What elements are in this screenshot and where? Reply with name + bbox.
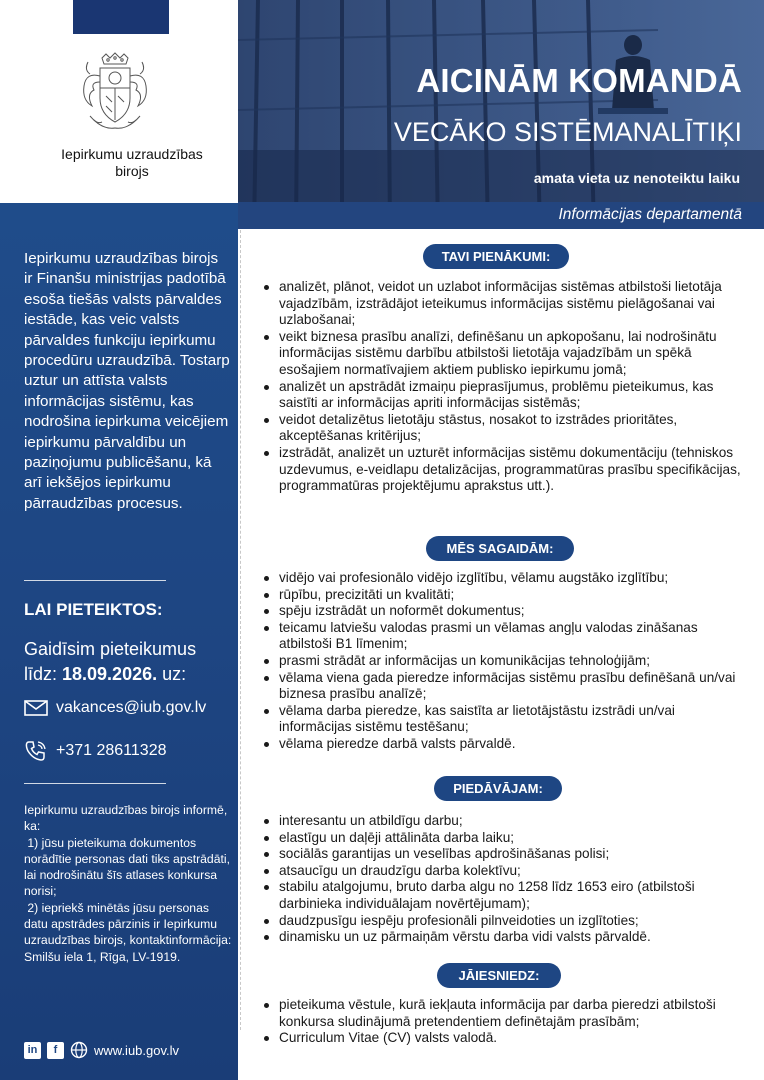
hero-title: AICINĀM KOMANDĀ [416,62,742,99]
offer-list-item: atsaucīgu un draudzīgu darba kolektīvu; [262,863,748,880]
social-links [24,1041,179,1059]
flag-strip [73,0,169,34]
globe-icon[interactable] [70,1041,88,1059]
duties-list-item: veidot detalizētus lietotāju stāstus, nosakot to izstrādes prioritātes, akceptēšanas kritērijus; [262,412,748,445]
organization-name-line1: Iepirkumu uzraudzības [61,146,203,162]
expect-list-item: prasmi strādāt ar informācijas un komunikācijas tehnoloģijām; [262,653,748,670]
department-bar [238,202,764,229]
offer-list-item: stabilu atalgojumu, bruto darba algu no 1258 līdz 1653 eiro (atbilstoši darbinieka individuālajam novērtējumam); [262,879,748,912]
duties-list-item: analizēt un apstrādāt izmaiņu pieprasījumus, problēmu pieteikumus, kas saistīti ar informācijas apriti informācijas sistēmās; [262,379,748,412]
organization-intro: Iepirkumu uzraudzības birojs ir Finanšu ministrijas padotībā esoša tiešās valsts pārvaldes iestāde, kas veic valsts pārvaldes funkciju iepirkumu procedūru uzraudzībā. Tostarp uztur un attīsta valsts informācijas sistēmu, kas nodrošina iepirkuma veicējiem iepirkumu pārvaldību un paziņojumu publicēšanu, kā arī iekšējos iepirkumu pārraudzības procesus. [24,250,230,512]
column-divider [240,230,241,1030]
expect-list-item: vēlama darba pieredze, kas saistīta ar lietotājstāstu izstrādi un/vai informācijas sistēmu testēšanu; [262,703,748,736]
submit-heading: JĀIESNIEDZ: [437,963,561,988]
deadline-suffix: uz: [157,664,187,684]
submit-list [262,997,748,1047]
phone-contact[interactable] [24,739,166,763]
deadline-prefix: Gaidīsim pieteikumus līdz: [24,639,197,684]
expect-list-item: vēlama pieredze darbā valsts pārvaldē. [262,736,748,753]
email-contact[interactable] [24,699,206,717]
privacy-notice-address: Smilšu iela 1, Rīga, LV-1919. [24,949,181,964]
duties-heading: TAVI PIENĀKUMI: [423,244,569,269]
divider [24,783,166,784]
coat-of-arms-icon [72,50,158,136]
linkedin-icon[interactable]: in [24,1042,41,1059]
header-banner [238,0,764,229]
apply-title: LAI PIETEIKTOS: [24,600,163,619]
department-label: Informācijas departamentā [558,206,742,223]
organization-name [0,146,264,180]
envelope-icon [24,700,48,716]
privacy-notice-title: Iepirkumu uzraudzības birojs informē, ka: [24,803,231,834]
logo-area [0,0,238,203]
expect-list-item: spēju izstrādāt un noformēt dokumentus; [262,603,748,620]
offer-heading: PIEDĀVĀJAM: [434,776,562,801]
duties-list-item: veikt biznesa prasību analīzi, definēšanu un apkopošanu, lai nodrošinātu informācijas sistēmu darbību atbilstoši lietotāja vajadzībām un spēkā esošajiem normatīvajiem aktiem publisko iepirkumu jomā; [262,329,748,379]
privacy-notice-item-1: 1) jūsu pieteikuma dokumentos norādītie personas dati tiks apstrādāti, lai nodrošinātu šīs atlases konkursa norisi; [24,835,234,899]
email-link[interactable]: vakances@iub.gov.lv [56,699,207,716]
offer-list-item: interesantu un atbildīgu darbu; [262,813,748,830]
expect-list-item: vēlama viena gada pieredze informācijas sistēmu prasību definēšanā un/vai biznesa prasību analīzē; [262,670,748,703]
expect-list-item: teicamu latviešu valodas prasmi un vēlamas angļu valodas zināšanas atbilstoši B1 līmenim; [262,620,748,653]
deadline-date: 18.09.2026. [62,664,158,684]
offer-list [262,813,748,946]
offer-list-item: dinamisku un uz pārmaiņām vērstu darba vidi valsts pārvaldē. [262,929,748,946]
sidebar [0,203,238,1080]
duties-list [262,279,748,495]
expect-list [262,570,748,753]
offer-list-item: elastīgu un daļēji attālināta darba laiku; [262,830,748,847]
website-link[interactable]: www.iub.gov.lv [94,1042,180,1058]
offer-list-item: sociālās garantijas un veselības apdrošināšanas polisi; [262,846,748,863]
divider [24,580,166,581]
position-title: VECĀKO SISTĒMANALĪTIĶI [393,117,742,147]
organization-name-line2: birojs [115,163,149,179]
deadline-text [24,637,234,687]
expect-list-item: vidējo vai profesionālo vidējo izglītību, vēlamu augstāko izglītību; [262,570,748,587]
submit-list-item: pieteikuma vēstule, kurā iekļauta informācija par darba pieredzi atbilstoši konkursa sludinājumā pretendentiem definētajām prasībām; [262,997,748,1030]
employment-term: amata vieta uz nenoteiktu laiku [533,170,740,186]
duties-list-item: analizēt, plānot, veidot un uzlabot informācijas sistēmas atbilstoši lietotāja vajadzībām, izstrādājot ieteikumus informācijas sistēmu pielāgošanai vai uzlabošanai; [262,279,748,329]
facebook-icon[interactable]: f [47,1042,64,1059]
office-photo-background [238,0,764,229]
offer-list-item: daudzpusīgu iespēju profesionāli pilnveidoties un izglītoties; [262,913,748,930]
duties-list-item: izstrādāt, analizēt un uzturēt informācijas sistēmu dokumentāciju (tehniskos uzdevumus, e-veidlapu detalizācijas, programmatūras prasību specifikācijas, programmatūras projektējumu aprakstus utt.). [262,445,748,495]
expect-heading: MĒS SAGAIDĀM: [426,536,574,561]
submit-list-item: Curriculum Vitae (CV) valsts valodā. [262,1030,748,1047]
phone-icon [24,739,48,763]
phone-number[interactable]: +371 28611328 [56,742,167,759]
expect-list-item: rūpību, precizitāti un kvalitāti; [262,587,748,604]
privacy-notice [24,802,234,965]
privacy-notice-item-2: 2) iepriekš minētās jūsu personas datu apstrādes pārzinis ir Iepirkumu uzraudzības birojs, kontaktinformācija: [24,900,232,948]
